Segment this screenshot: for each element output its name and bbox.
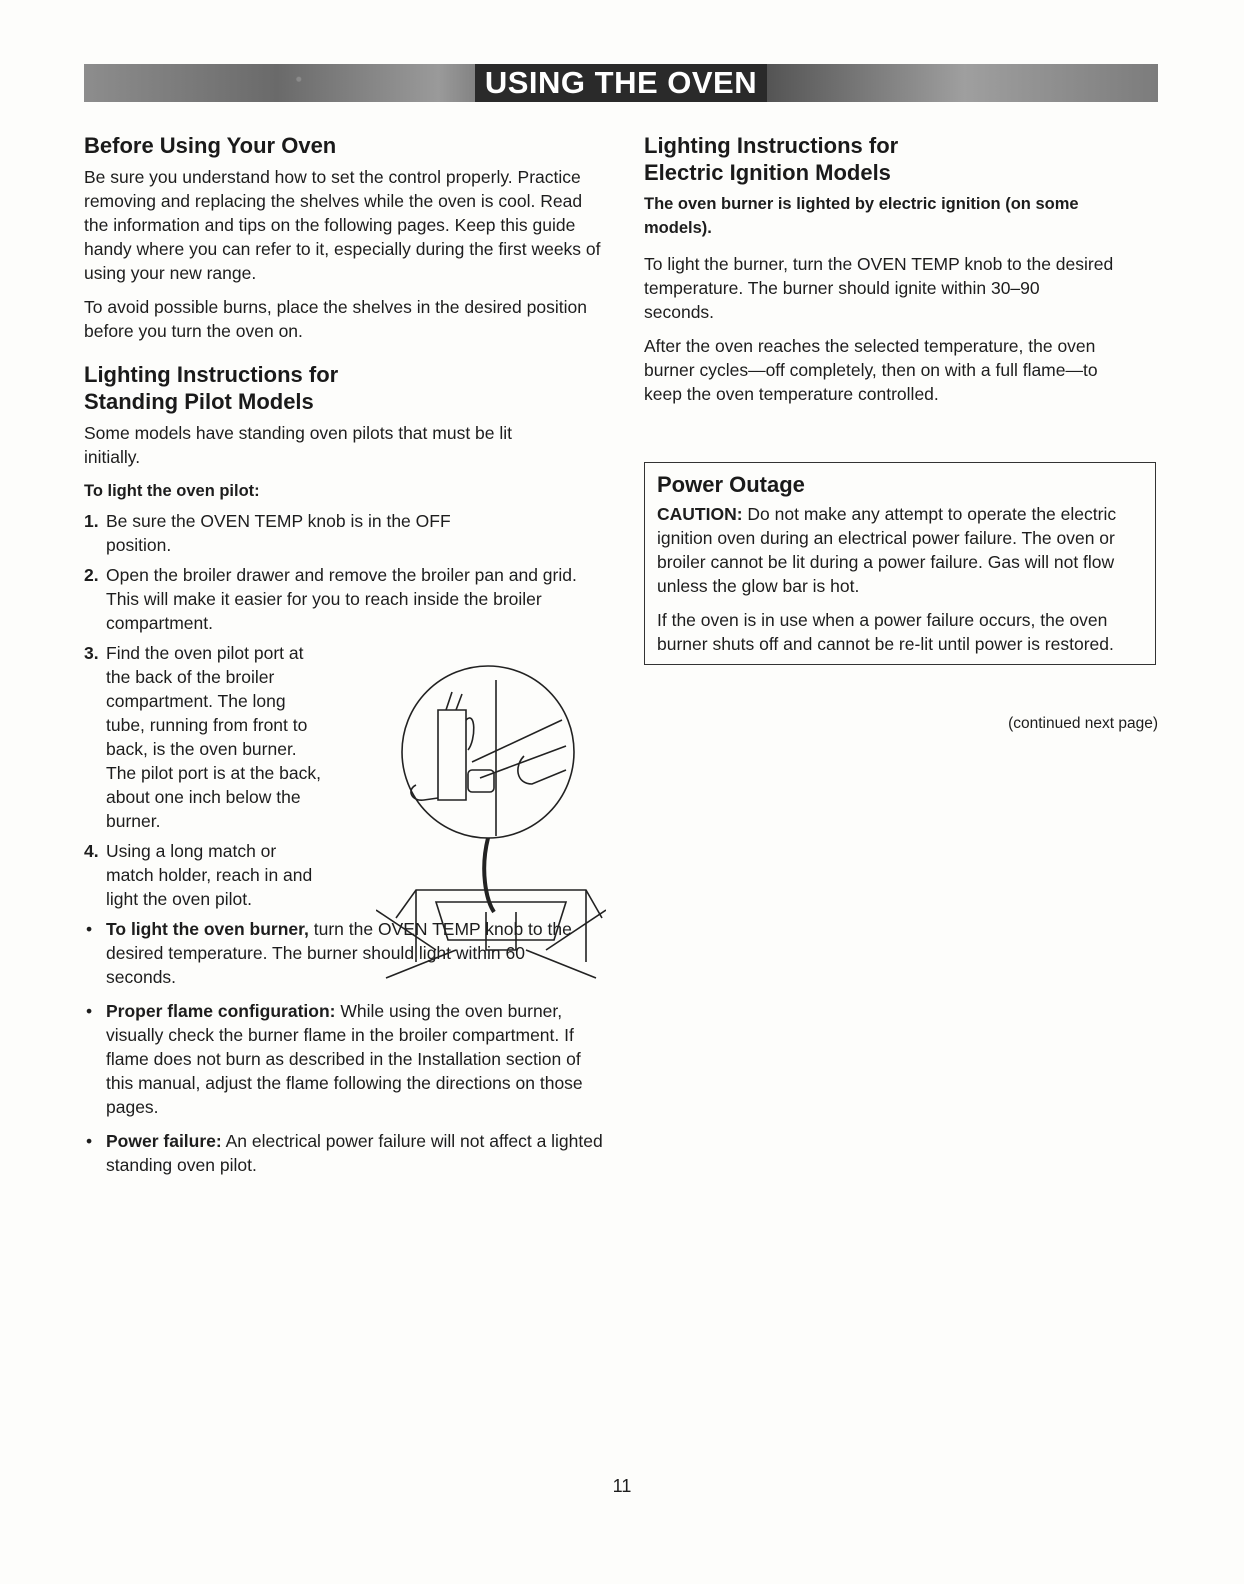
electric-paragraph-1: To light the burner, turn the OVEN TEMP knob to the desired temperature. The burner should ignite within 30–90 seconds. [644,254,1114,322]
step-text: Be sure the OVEN TEMP knob is in the OFF position. [106,511,451,555]
step-item [84,509,476,557]
outage-caution [657,502,1143,598]
bullet-dot: • [86,1001,93,1021]
standing-heading-line2: Standing Pilot Models [84,389,314,414]
step-item [84,641,328,833]
step-text: Find the oven pilot port at the back of the broiler compartment. The long tube, running from front to back, is the oven burner. The pilot port is at the back, about one inch below the burner. [106,643,321,831]
outage-heading: Power Outage [657,472,805,497]
electric-heading-line2: Electric Ignition Models [644,160,891,185]
caution-label: CAUTION: [657,504,743,524]
electric-heading [644,132,1158,186]
oven-pilot-illustration [376,650,606,980]
bullet-bold: Power failure: [106,1131,222,1151]
standing-intro: Some models have standing oven pilots that must be lit initially. [84,423,513,467]
page-number: 11 [612,1476,632,1496]
bullet-item [84,1129,604,1177]
step-number: 2. [84,565,99,585]
step-number: 1. [84,511,99,531]
continued-note: (continued next page) [1008,715,1158,732]
pilot-flame [466,718,474,750]
electric-heading-line1: Lighting Instructions for [644,133,899,158]
pilot-tube [411,785,438,800]
bullet-text: An electrical power failure will not affect a lighted standing oven pilot. [106,1131,603,1175]
left-column [84,132,604,1187]
hand-outline [518,756,566,784]
bullet-text: turn the OVEN TEMP knob to the desired temperature. The burner should light within 60 seconds. [106,919,572,987]
before-paragraph-2: To avoid possible burns, place the shelves in the desired position before you turn the oven on. [84,297,587,341]
step-text: Using a long match or match holder, reach in and light the oven pilot. [106,841,313,909]
electric-subheading: The oven burner is lighted by electric ignition (on some models). [644,195,1079,237]
section-banner [84,64,1158,102]
pointer-line [484,838,494,912]
power-outage-box [644,462,1156,665]
burner-tube [486,912,516,950]
step-item [84,563,582,635]
before-heading: Before Using Your Oven [84,133,337,158]
electric-paragraph-2: After the oven reaches the selected temperature, the oven burner cycles—off completely, then on with a full flame—to keep the oven temperature controlled. [644,336,1098,404]
bullet-item [84,999,604,1119]
outage-paragraph-2: If the oven is in use when a power failure occurs, the oven burner shuts off and cannot be re-lit until power is restored. [657,610,1114,654]
bullet-dot: • [86,919,93,939]
step-number: 3. [84,643,99,663]
bullet-bold: To light the oven burner, [106,919,309,939]
caution-text: Do not make any attempt to operate the electric ignition oven during an electrical power failure. The oven or broiler cannot be lit during a power failure. Gas will not flow unless the glow bar is hot. [657,504,1117,596]
step-item [84,839,328,911]
pilot-bracket [438,710,466,800]
broiler-opening [396,890,602,918]
right-column [644,132,1158,733]
step-number: 4. [84,841,99,861]
pilot-port [468,770,494,792]
standing-heading [84,361,604,415]
standing-heading-line1: Lighting Instructions for [84,362,339,387]
step-text: Open the broiler drawer and remove the broiler pan and grid. This will make it easier for you to reach inside the broiler compartment. [106,565,577,633]
bullet-bold: Proper flame configuration: [106,1001,336,1021]
banner-title: USING THE OVEN [475,64,767,102]
bullet-text: While using the oven burner, visually check the burner flame in the broiler compartment. If flame does not burn as described in the Installation section of this manual, adjust the flame following the directions on those pages. [106,1001,583,1117]
before-paragraph-1: Be sure you understand how to set the control properly. Practice removing and replacing the shelves while the oven is cool. Read the information and tips on the following pages. Keep this guide handy where you can refer to it, especially during the first weeks of using your new range. [84,167,601,283]
bullet-dot: • [86,1131,93,1151]
standing-subheading: To light the oven pilot: [84,482,260,500]
